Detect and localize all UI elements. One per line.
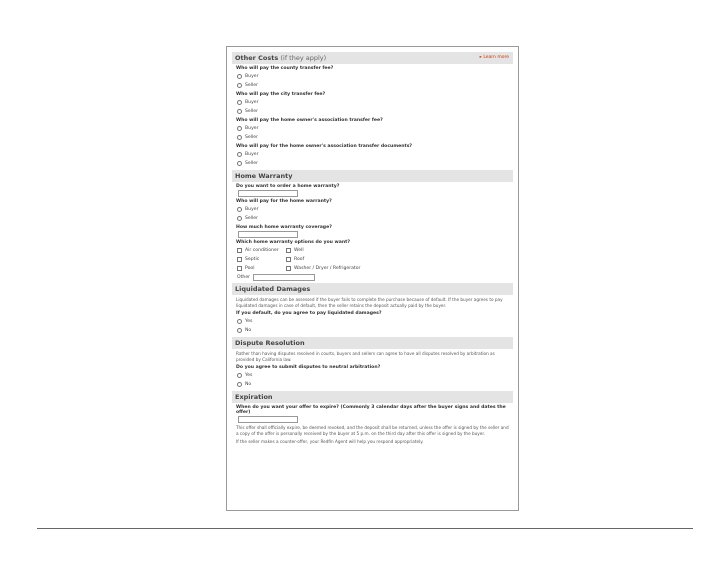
dispute-resolution-title: Dispute Resolution xyxy=(235,339,305,347)
county-fee-buyer-option[interactable] xyxy=(237,72,513,81)
option-label: Roof xyxy=(294,257,305,262)
counter-offer-text: If the seller makes a counter-offer, your Redfin Agent will help you respond appropriately. xyxy=(236,439,424,444)
option-label: Seller xyxy=(245,216,259,221)
warranty-option-pool[interactable] xyxy=(237,264,286,273)
expiration-text: This offer shall officially expire, be deemed revoked, and the deposit shall be returned, unless the offer is signed by the seller and a copy of the offer is personally received by the buyer at 5 p.m. on the third day after this offer is signed by the buyer. xyxy=(236,425,509,436)
warranty-coverage-input[interactable] xyxy=(238,231,298,238)
other-label: Other xyxy=(237,275,251,280)
radio-button[interactable] xyxy=(237,135,242,140)
radio-button[interactable] xyxy=(237,319,242,324)
option-label: No xyxy=(245,328,252,333)
checkbox[interactable] xyxy=(237,266,242,271)
city-fee-buyer-option[interactable] xyxy=(237,98,513,107)
hoa-docs-buyer-option[interactable] xyxy=(237,150,513,159)
expiration-question: When do you want your offer to expire? (Commonly 3 calendar days after the buyer signs and dates the offer) xyxy=(236,405,506,415)
radio-button[interactable] xyxy=(237,126,242,131)
city-fee-question: Who will pay the city transfer fee? xyxy=(236,92,326,97)
radio-button[interactable] xyxy=(237,328,242,333)
checkbox[interactable] xyxy=(286,266,291,271)
learn-more-label: Learn more xyxy=(483,55,509,60)
liquidated-damages-text: Liquidated damages can be assessed if the buyer fails to complete the purchase because of default. If the buyer agrees to pay liquidated damages in case of default, then the seller retains the deposit actually paid by the buyer. xyxy=(236,297,503,308)
option-label: Buyer xyxy=(245,74,259,79)
page-divider xyxy=(37,528,693,529)
checkbox[interactable] xyxy=(237,248,242,253)
hoa-docs-question: Who will pay for the home owner's association transfer documents? xyxy=(236,144,413,149)
home-warranty-title: Home Warranty xyxy=(235,172,293,180)
hoa-fee-seller-option[interactable] xyxy=(237,133,513,142)
hoa-fee-buyer-option[interactable] xyxy=(237,124,513,133)
radio-button[interactable] xyxy=(237,382,242,387)
warranty-option-roof[interactable] xyxy=(286,255,406,264)
checkbox[interactable] xyxy=(286,248,291,253)
liquidated-damages-header xyxy=(232,283,513,295)
other-costs-title: Other Costs xyxy=(235,54,279,62)
warranty-buyer-option[interactable] xyxy=(237,205,513,214)
option-label: Well xyxy=(294,248,304,253)
option-label: Buyer xyxy=(245,126,259,131)
radio-button[interactable] xyxy=(237,373,242,378)
home-warranty-header xyxy=(232,170,513,182)
option-label: Air conditioner xyxy=(245,248,279,253)
warranty-other-row xyxy=(237,274,513,281)
option-label: Washer / Dryer / Refrigerator xyxy=(294,266,361,271)
offer-form-page xyxy=(226,46,519,511)
warranty-options-grid xyxy=(237,246,513,273)
county-fee-question: Who will pay the county transfer fee? xyxy=(236,66,334,71)
option-label: Seller xyxy=(245,161,259,166)
liquidated-no-option[interactable] xyxy=(237,326,513,335)
warranty-options-question: Which home warranty options do you want? xyxy=(236,240,350,245)
city-fee-seller-option[interactable] xyxy=(237,107,513,116)
warranty-option-washer-dryer[interactable] xyxy=(286,264,406,273)
liquidated-damages-question: If you default, do you agree to pay liquidated damages? xyxy=(236,311,382,316)
dispute-resolution-text: Rather than having disputes resolved in courts, buyers and sellers can agree to have all disputes resolved by arbitration as provided by California law. xyxy=(236,351,495,362)
expiration-header xyxy=(232,391,513,403)
radio-button[interactable] xyxy=(237,207,242,212)
other-costs-header xyxy=(232,52,513,64)
arbitration-yes-option[interactable] xyxy=(237,371,513,380)
radio-button[interactable] xyxy=(237,100,242,105)
checkbox[interactable] xyxy=(237,257,242,262)
county-fee-seller-option[interactable] xyxy=(237,81,513,90)
radio-button[interactable] xyxy=(237,161,242,166)
option-label: Yes xyxy=(245,319,253,324)
warranty-option-air-conditioner[interactable] xyxy=(237,246,286,255)
order-warranty-question: Do you want to order a home warranty? xyxy=(236,184,340,189)
liquidated-yes-option[interactable] xyxy=(237,317,513,326)
expiration-input[interactable] xyxy=(238,416,298,423)
radio-button[interactable] xyxy=(237,74,242,79)
hoa-fee-question: Who will pay the home owner's association transfer fee? xyxy=(236,118,383,123)
arbitration-question: Do you agree to submit disputes to neutral arbitration? xyxy=(236,365,381,370)
option-label: Seller xyxy=(245,135,259,140)
warranty-option-septic[interactable] xyxy=(237,255,286,264)
warranty-coverage-question: How much home warranty coverage? xyxy=(236,225,332,230)
option-label: Yes xyxy=(245,373,253,378)
option-label: Buyer xyxy=(245,152,259,157)
warranty-other-input[interactable] xyxy=(253,274,315,281)
option-label: Seller xyxy=(245,109,259,114)
option-label: Buyer xyxy=(245,100,259,105)
learn-more-link[interactable] xyxy=(480,52,509,64)
arrow-right-icon: ▸ xyxy=(479,55,482,60)
radio-button[interactable] xyxy=(237,83,242,88)
warranty-seller-option[interactable] xyxy=(237,214,513,223)
hoa-docs-seller-option[interactable] xyxy=(237,159,513,168)
order-warranty-input[interactable] xyxy=(238,190,298,197)
radio-button[interactable] xyxy=(237,216,242,221)
liquidated-damages-title: Liquidated Damages xyxy=(235,285,311,293)
option-label: Buyer xyxy=(245,207,259,212)
dispute-resolution-header xyxy=(232,337,513,349)
radio-button[interactable] xyxy=(237,152,242,157)
radio-button[interactable] xyxy=(237,109,242,114)
warranty-option-well[interactable] xyxy=(286,246,406,255)
warranty-payer-question: Who will pay for the home warranty? xyxy=(236,199,332,204)
option-label: Seller xyxy=(245,83,259,88)
arbitration-no-option[interactable] xyxy=(237,380,513,389)
option-label: Septic xyxy=(245,257,260,262)
other-costs-subtitle: (if they apply) xyxy=(280,54,327,62)
checkbox[interactable] xyxy=(286,257,291,262)
option-label: Pool xyxy=(245,266,255,271)
expiration-title: Expiration xyxy=(235,393,273,401)
option-label: No xyxy=(245,382,252,387)
